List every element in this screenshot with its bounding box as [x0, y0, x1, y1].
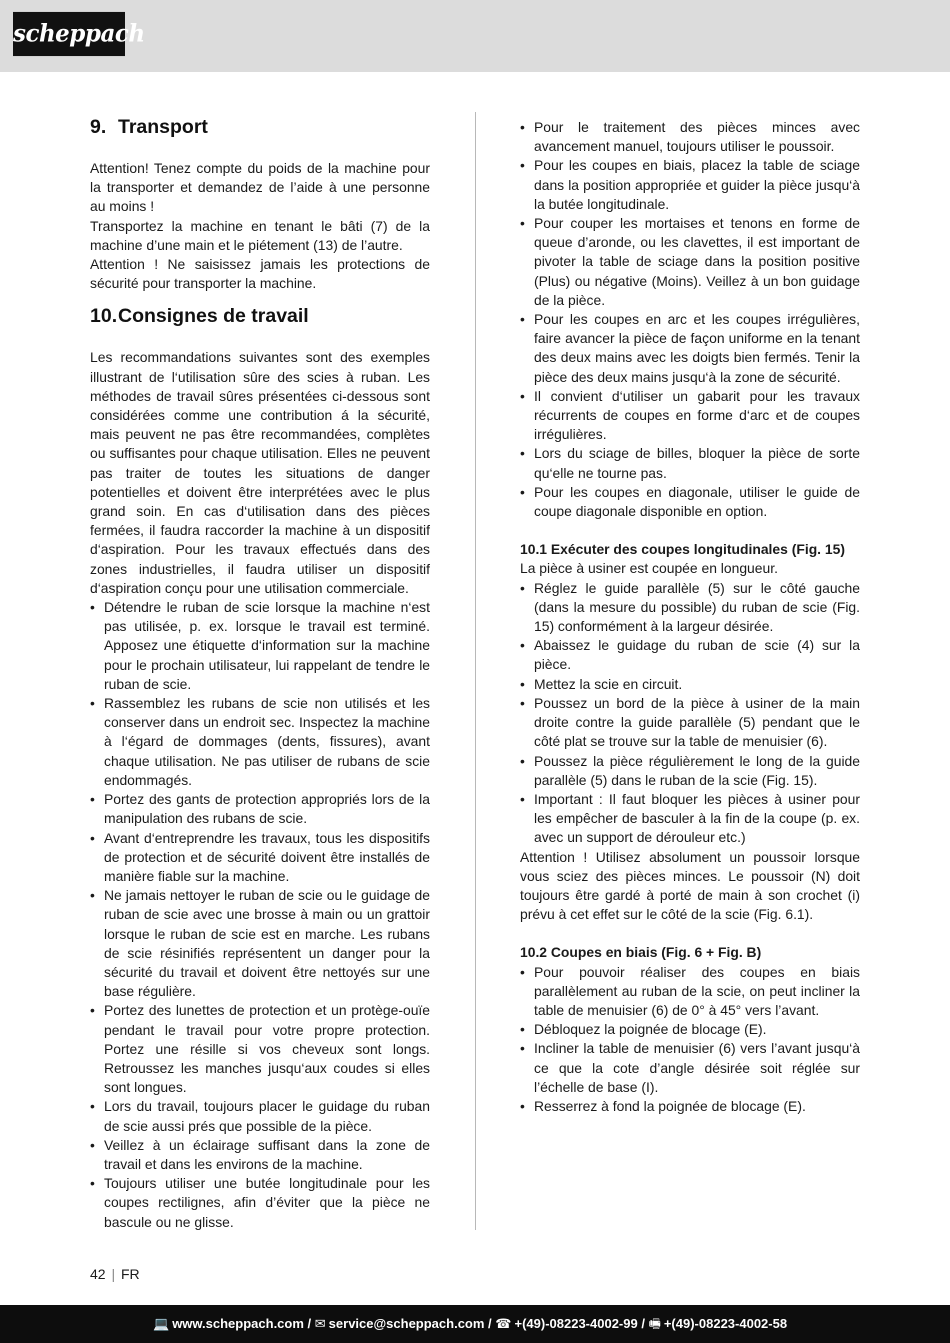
section-10-1-lead: La pièce à usiner est coupée en longueur. [520, 560, 778, 577]
list-item: • Pour couper les mortaises et tenons en forme de queue d’aronde, ou les clavettes, il est important de pivoter la table de sciage dans la position positive (Plus) ou négative (Moins). Veillez à un bon guidage de la pièce. [520, 214, 860, 310]
page-language: FR [121, 1266, 140, 1282]
transport-paragraph: Transportez la machine en tenant le bâti (7) de la machine d’une main et le piétement (13) de l’autre. [90, 217, 430, 253]
list-item: • Débloquez la poignée de blocage (E). [520, 1020, 860, 1039]
list-item: • Pour le traitement des pièces minces avec avancement manuel, toujours utiliser le poussoir. [520, 118, 860, 156]
scheppach-logo: scheppach [13, 12, 125, 56]
phone-icon: ☎ [495, 1316, 512, 1331]
left-column [90, 112, 430, 1232]
consignes-list-right [520, 118, 860, 521]
header-bar [0, 0, 950, 72]
section-10-1-heading: 10.1 Exécuter des coupes longitudinales (Fig. 15) [520, 541, 845, 558]
list-item: • Rassemblez les rubans de scie non utilisés et les conserver dans un endroit sec. Inspectez la machine à l‘égard de dommages (dents, fissures), avant chaque utilisation. Ne pas utiliser de rubans de scie endommagés. [90, 694, 430, 790]
section-9-heading [90, 112, 430, 142]
list-item: • Pour les coupes en diagonale, utiliser le guide de coupe diagonale disponible en option. [520, 483, 860, 521]
list-item: • Ne jamais nettoyer le ruban de scie ou le guidage de ruban de scie avec une brosse à main ou un grattoir lorsque le ruban de scie est en marche. Les rubans de scie résinifiés représentent un danger pour la sécurité du travail et doivent être nettoyés sur une base régulière. [90, 886, 430, 1001]
footer-fax: +(49)-08223-4002-58 [663, 1316, 788, 1331]
list-item: • Réglez le guide parallèle (5) sur le côté gauche (dans la mesure du possible) du ruban de scie (Fig. 15) conformément à la largeur désirée. [520, 579, 860, 637]
section-10-2-heading: 10.2 Coupes en biais (Fig. 6 + Fig. B) [520, 944, 762, 961]
list-item: • Mettez la scie en circuit. [520, 675, 860, 694]
list-item: • Resserrez à fond la poignée de blocage (E). [520, 1097, 860, 1116]
list-item: • Il convient d‘utiliser un gabarit pour les travaux récurrents de coupes en forme d‘arc et de coupes irrégulières. [520, 387, 860, 445]
section-10-2-list [520, 963, 860, 1117]
consignes-intro: Les recommandations suivantes sont des exemples illustrant de l‘utilisation sûre des scies à ruban. Les méthodes de travail sûres présentées ci-dessous sont considérées comme une contribution á la sécurité, mais peuvent ne pas être recommandées, complètes ou suffisantes pour chaque utilisation. Elles ne peuvent pas traiter de toutes les situations de danger potentielles et doivent être interprétées avec le plus grand soin. En cas d‘utilisation dans des pièces fermées, il faudra raccorder la machine à un dispositif d‘aspiration. Pour les travaux effectués dans des zones industrielles, il faudra utiliser un dispositif d‘aspiration conçu pour une utilisation commerciale. [90, 349, 430, 596]
footer-bar [0, 1305, 950, 1343]
section-10-title: Consignes de travail [118, 305, 309, 328]
list-item: • Portez des lunettes de protection et un protège-ouïe pendant le travail pour votre propre protection. Portez une résille si vos cheveux sont longs. Retroussez les manches jusqu‘aux coudes si elles sont longues. [90, 1001, 430, 1097]
section-10-1-list [520, 579, 860, 848]
footer-website-link[interactable]: www.scheppach.com / [172, 1316, 312, 1331]
page-number [90, 1264, 140, 1284]
right-column [520, 118, 860, 1116]
list-item: • Important : Il faut bloquer les pièces à usiner pour les empêcher de basculer à la fin de la coupe (p. ex. avec un support de dérouleur etc.) [520, 790, 860, 848]
footer-email-link[interactable]: service@scheppach.com / [328, 1316, 492, 1331]
list-item: • Pour pouvoir réaliser des coupes en biais parallèlement au ruban de la scie, on peut incliner la table de menuisier (6) de 0° à 45° vers l’avant. [520, 963, 860, 1021]
section-10-number: 10. [90, 305, 118, 328]
list-item: • Poussez la pièce régulièrement le long de la guide parallèle (5) dans le ruban de la scie (Fig. 15). [520, 752, 860, 790]
section-10-heading [90, 301, 430, 331]
footer-contact [153, 1305, 787, 1343]
transport-paragraph: Attention ! Ne saisissez jamais les protections de sécurité pour transporter la machine. [90, 256, 430, 292]
consignes-list-left [90, 598, 430, 1232]
column-divider [475, 112, 476, 1230]
list-item: • Portez des gants de protection appropriés lors de la manipulation des rubans de scie. [90, 790, 430, 828]
list-item: • Poussez un bord de la pièce à usiner de la main droite contre la guide parallèle (5) pendant que le côté plat se trouve sur la table de menuisier (6). [520, 694, 860, 752]
list-item: • Détendre le ruban de scie lorsque la machine n‘est pas utilisée, p. ex. lorsque le travail est terminé. Apposez une étiquette d‘information sur la machine pour le prochain utilisateur, lui rappelant de tendre le ruban de scie. [90, 598, 430, 694]
section-10-1-note: Attention ! Utilisez absolument un poussoir lorsque vous sciez des pièces minces. Le poussoir (N) doit toujours être gardé à porté de main à son crochet (i) prévu à cet effet sur le côté de la scie (Fig. 6.1). [520, 848, 860, 923]
list-item: • Pour les coupes en biais, placez la table de sciage dans la position appropriée et guider la pièce jusqu‘à la butée longitudinale. [520, 156, 860, 214]
page-separator: | [111, 1266, 116, 1282]
list-item: • Incliner la table de menuisier (6) vers l’avant jusqu‘à ce que la cote d’angle désirée soit réglée sur l’échelle de base (I). [520, 1039, 860, 1097]
fax-icon: 🖷 [648, 1316, 661, 1331]
list-item: • Veillez à un éclairage suffisant dans la zone de travail et dans les environs de la machine. [90, 1136, 430, 1174]
footer-phone: +(49)-08223-4002-99 / [514, 1316, 645, 1331]
list-item: • Pour les coupes en arc et les coupes irrégulières, faire avancer la pièce de façon uniforme en la tenant des deux mains avec les doigts bien fermés. Tenir la pièce des deux mains jusqu‘à la zone de sécurité. [520, 310, 860, 387]
list-item: • Lors du travail, toujours placer le guidage du ruban de scie aussi prés que possible de la pièce. [90, 1097, 430, 1135]
computer-icon: 💻 [153, 1316, 170, 1331]
section-9-number: 9. [90, 116, 107, 138]
mail-icon: ✉ [314, 1316, 326, 1331]
list-item: • Toujours utiliser une butée longitudinale pour les coupes rectilignes, afin d’éviter que la pièce ne bascule ou ne glisse. [90, 1174, 430, 1232]
page-number-value: 42 [90, 1266, 106, 1282]
section-9-title: Transport [118, 116, 208, 138]
list-item: • Abaissez le guidage du ruban de scie (4) sur la pièce. [520, 636, 860, 674]
list-item: • Avant d‘entreprendre les travaux, tous les dispositifs de protection et de sécurité doivent être installés de manière fiable sur la machine. [90, 829, 430, 887]
list-item: • Lors du sciage de billes, bloquer la pièce de sorte qu‘elle ne tourne pas. [520, 444, 860, 482]
transport-paragraph: Attention! Tenez compte du poids de la machine pour la transporter et demandez de l’aide à une personne au moins ! [90, 160, 430, 215]
